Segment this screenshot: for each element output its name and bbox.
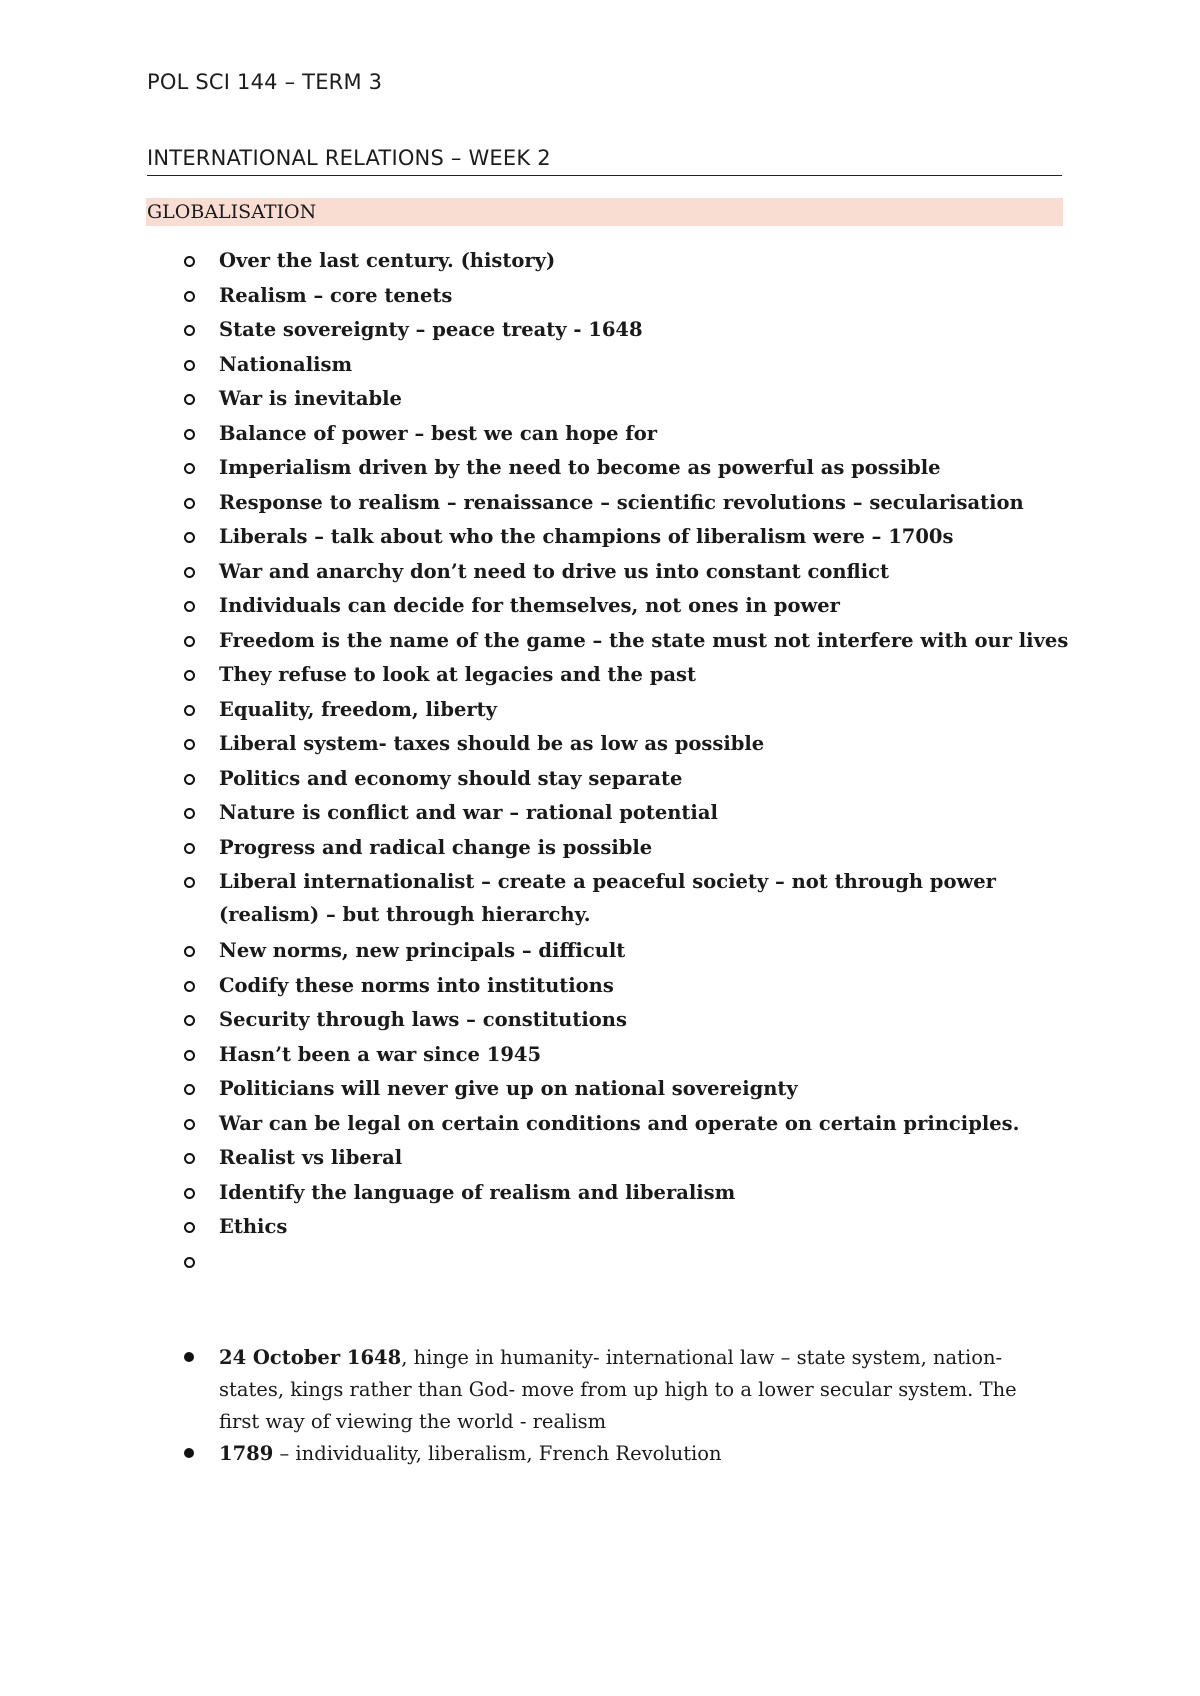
hollow-bullet-icon [184, 463, 195, 474]
hollow-bullet-icon [184, 1257, 195, 1268]
list-item: Realist vs liberal [0, 1142, 1059, 1177]
filled-bullet-icon [184, 1448, 194, 1458]
list-item: War and anarchy don’t need to drive us into constant conflict [0, 556, 1059, 591]
list-item: Nature is conflict and war – rational potential [0, 797, 1059, 832]
course-title: POL SCI 144 – TERM 3 [147, 70, 383, 94]
hollow-bullet-icon [184, 1084, 195, 1095]
hollow-bullet-icon [184, 705, 195, 716]
hollow-bullet-icon [184, 877, 195, 888]
date-description: , hinge in humanity- international law – state system, nation-states, kings rather than God- move from up high to a lower secular system. The first way of viewing the world - realism [219, 1346, 1017, 1433]
list-item: Identify the language of realism and liberalism [0, 1177, 1059, 1212]
hollow-bullet-icon [184, 1050, 195, 1061]
date-label: 24 October 1648 [219, 1346, 402, 1369]
hollow-bullet-icon [184, 394, 195, 405]
list-item: Equality, freedom, liberty [0, 694, 1059, 729]
section-heading: GLOBALISATION [147, 201, 317, 223]
list-item: War is inevitable [0, 383, 1059, 418]
list-item: Realism – core tenets [0, 280, 1059, 315]
week-title: INTERNATIONAL RELATIONS – WEEK 2 [147, 146, 551, 170]
list-item [0, 1246, 1059, 1281]
list-item: Politicians will never give up on national sovereignty [0, 1073, 1059, 1108]
notes-bullet-list [0, 245, 1200, 1280]
hollow-bullet-icon [184, 670, 195, 681]
hollow-bullet-icon [184, 808, 195, 819]
list-item: Response to realism – renaissance – scientific revolutions – secularisation [0, 487, 1059, 522]
hollow-bullet-icon [184, 256, 195, 267]
hollow-bullet-icon [184, 946, 195, 957]
list-item: Balance of power – best we can hope for [0, 418, 1059, 453]
list-item: Liberals – talk about who the champions of liberalism were – 1700s [0, 521, 1059, 556]
title-underline [147, 175, 1062, 176]
list-item: Imperialism driven by the need to become as powerful as possible [0, 452, 1059, 487]
list-item: Freedom is the name of the game – the state must not interfere with our lives [0, 625, 1059, 660]
list-item: Nationalism [0, 349, 1059, 384]
hollow-bullet-icon [184, 532, 195, 543]
list-item: Progress and radical change is possible [0, 832, 1059, 867]
hollow-bullet-icon [184, 636, 195, 647]
list-item: Over the last century. (history) [0, 245, 1059, 280]
list-item [0, 1342, 1061, 1438]
hollow-bullet-icon [184, 291, 195, 302]
hollow-bullet-icon [184, 739, 195, 750]
list-item: They refuse to look at legacies and the past [0, 659, 1059, 694]
list-item: State sovereignty – peace treaty - 1648 [0, 314, 1059, 349]
hollow-bullet-icon [184, 429, 195, 440]
hollow-bullet-icon [184, 843, 195, 854]
list-item: Security through laws – constitutions [0, 1004, 1059, 1039]
list-item: Ethics [0, 1211, 1059, 1246]
list-item: Liberal internationalist – create a peaceful society – not through power (realism) – but through hierarchy. [0, 866, 1059, 935]
hollow-bullet-icon [184, 774, 195, 785]
list-item: New norms, new principals – difficult [0, 935, 1059, 970]
dates-bullet-list [0, 1342, 1200, 1470]
hollow-bullet-icon [184, 981, 195, 992]
list-item: Codify these norms into institutions [0, 970, 1059, 1005]
hollow-bullet-icon [184, 1188, 195, 1199]
hollow-bullet-icon [184, 1153, 195, 1164]
date-description: – individuality, liberalism, French Revolution [273, 1442, 722, 1465]
list-item: Individuals can decide for themselves, not ones in power [0, 590, 1059, 625]
hollow-bullet-icon [184, 601, 195, 612]
filled-bullet-icon [184, 1352, 194, 1362]
list-item: War can be legal on certain conditions and operate on certain principles. [0, 1108, 1059, 1143]
list-item: Hasn’t been a war since 1945 [0, 1039, 1059, 1074]
hollow-bullet-icon [184, 325, 195, 336]
date-label: 1789 [219, 1442, 274, 1465]
list-item [0, 1438, 1061, 1470]
hollow-bullet-icon [184, 1119, 195, 1130]
list-item: Politics and economy should stay separate [0, 763, 1059, 798]
hollow-bullet-icon [184, 360, 195, 371]
hollow-bullet-icon [184, 1015, 195, 1026]
list-item: Liberal system- taxes should be as low as possible [0, 728, 1059, 763]
hollow-bullet-icon [184, 567, 195, 578]
hollow-bullet-icon [184, 1222, 195, 1233]
hollow-bullet-icon [184, 498, 195, 509]
